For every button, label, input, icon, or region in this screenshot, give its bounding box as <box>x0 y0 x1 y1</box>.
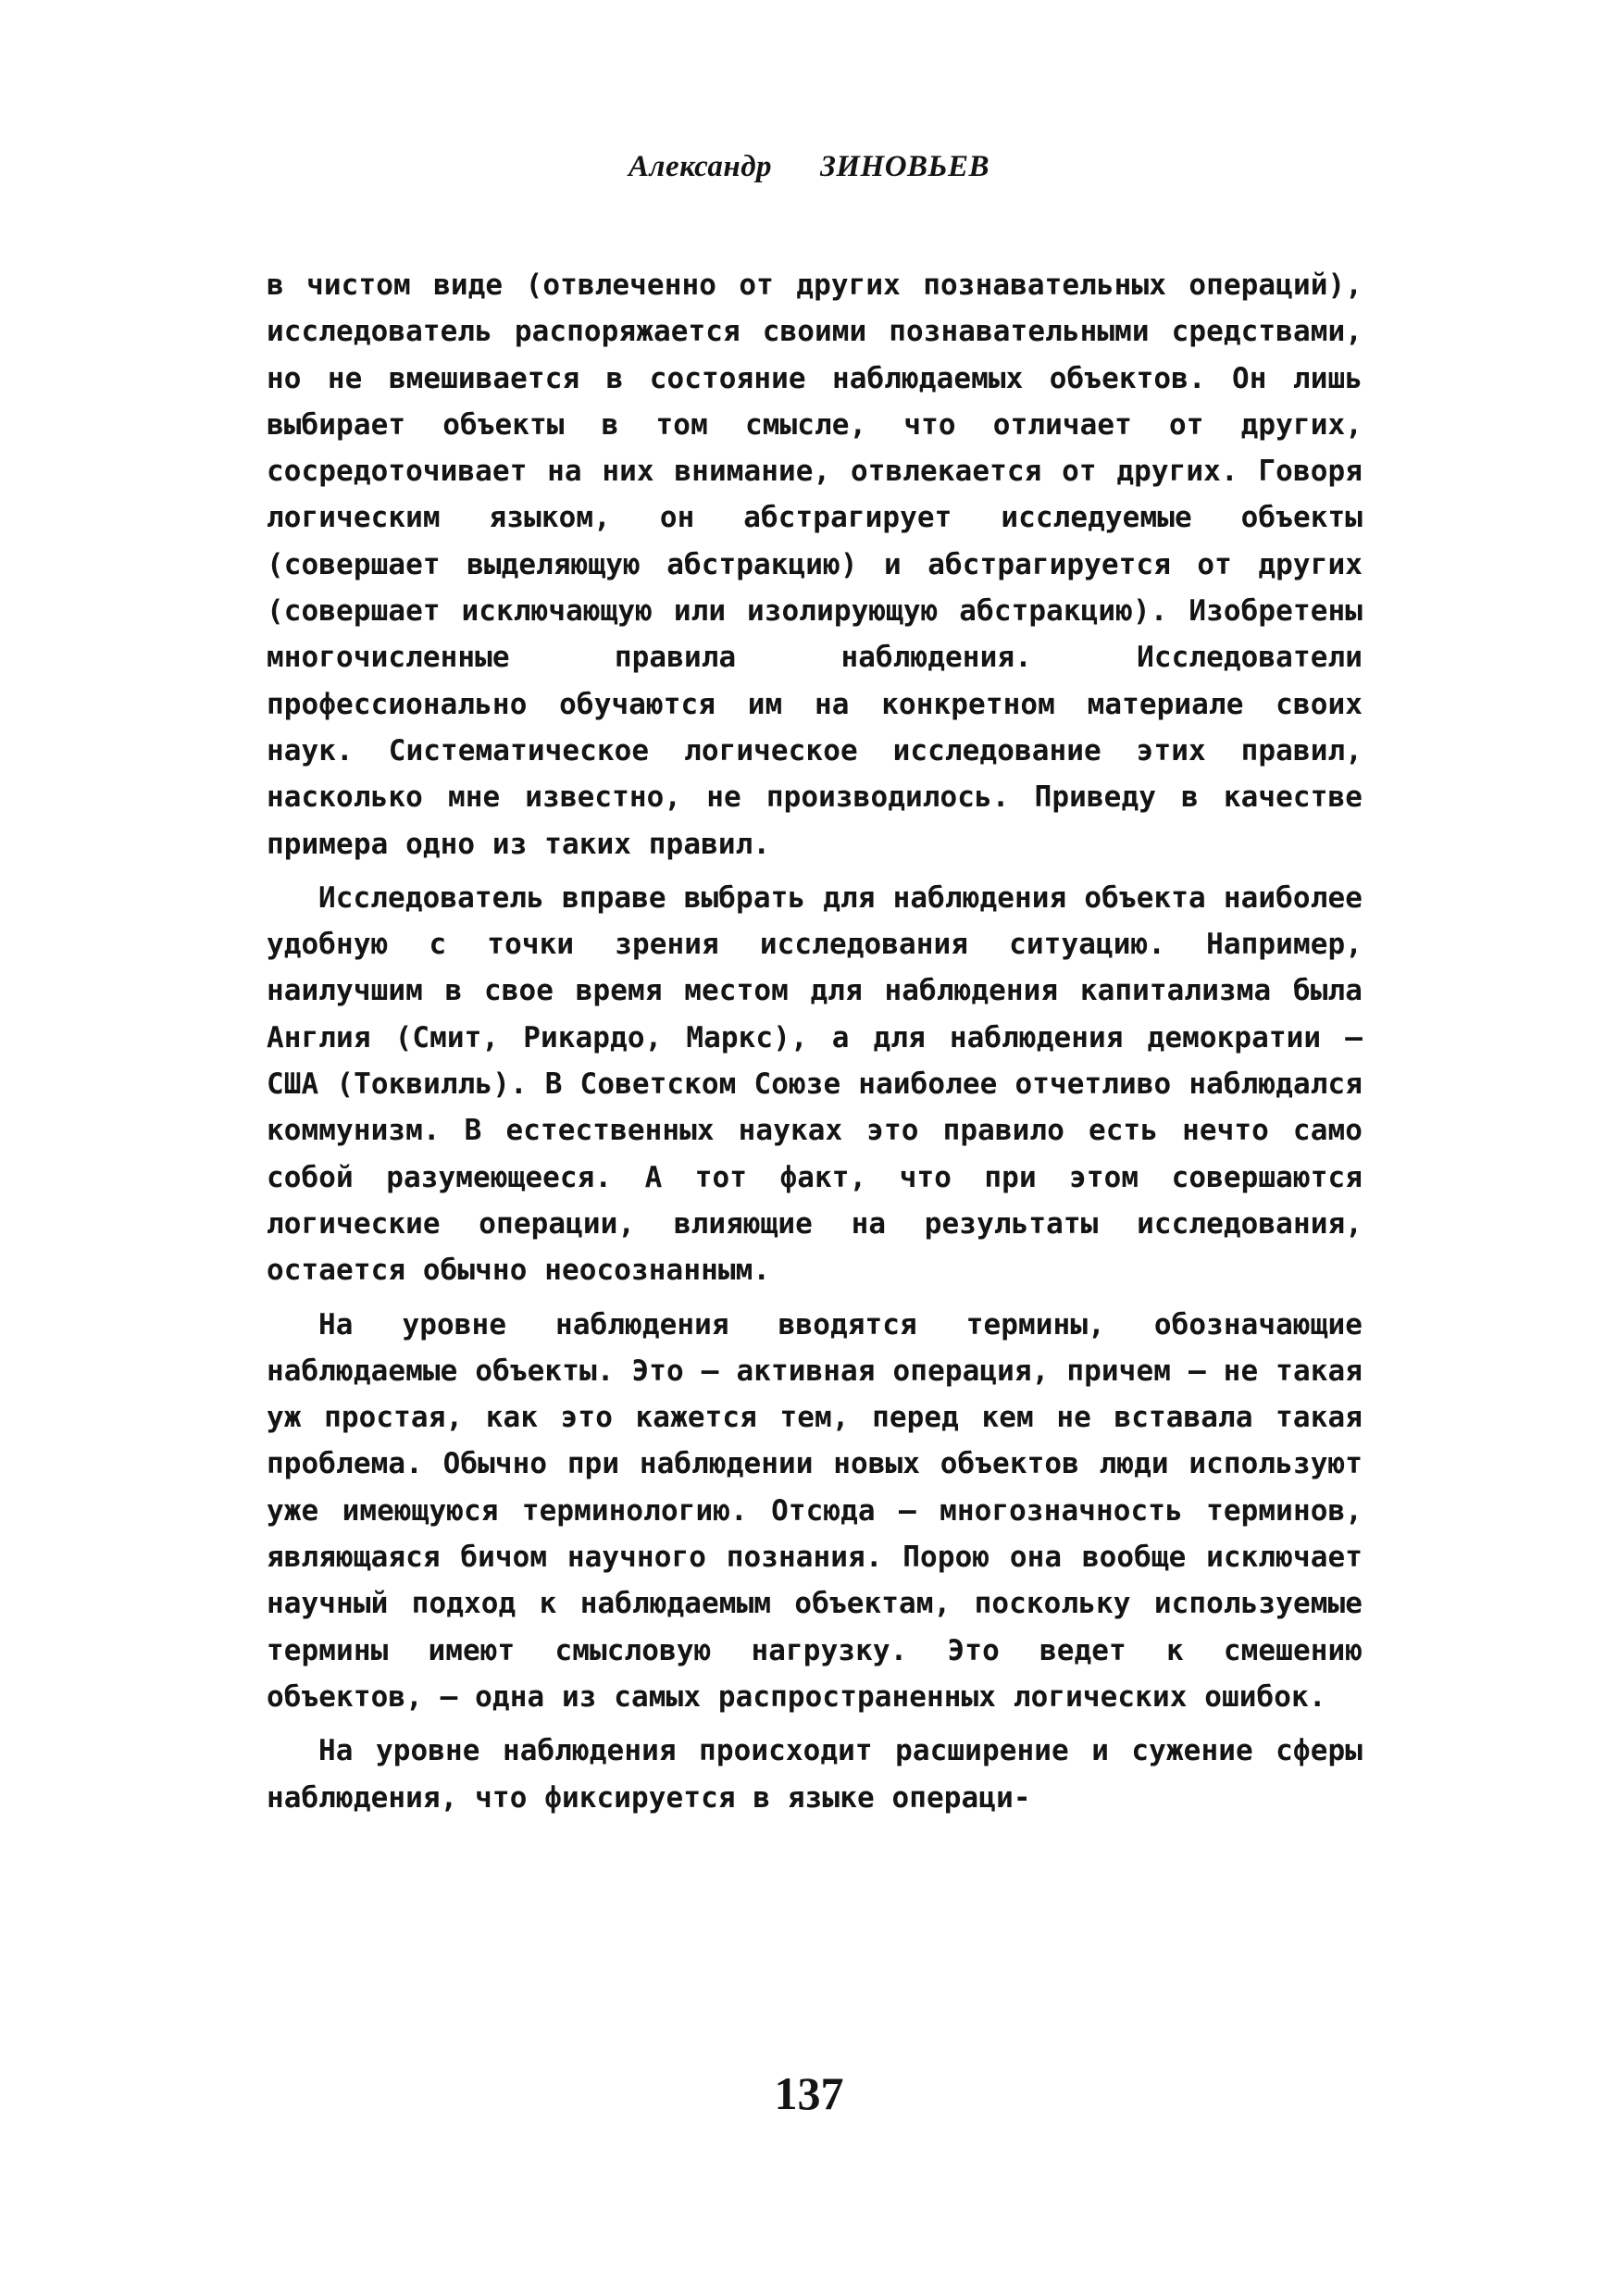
paragraph-3: На уровне наблюдения вводятся термины, обозначающие наблюдаемые объекты. Это — активная операция, причем — не такая уж простая, как это кажется тем, перед кем не вставала такая проблема. Обычно при наблюдении новых объектов люди используют уже имеющуюся терминологию. Отсюда — многозначность терминов, являющаяся бичом научного познания. Порою она вообще исключает научный подход к наблюдаемым объектам, поскольку используемые термины имеют смысловую нагрузку. Это ведет к смешению объектов, — одна из самых распространенных логических ошибок. <box>267 1307 1363 1714</box>
paragraph-1: в чистом виде (отвлеченно от других познавательных операций), исследователь распоряжается своими познавательными средствами, но не вмешивается в состояние наблюдаемых объектов. Он лишь выбирает объекты в том смысле, что отличает от других, сосредоточивает на них внимание, отвлекается от других. Говоря логическим языком, он абстрагирует исследуемые объекты (совершает выделяющую абстракцию) и абстрагируется от других (совершает исключающую или изолирующую абстракцию). Изобретены многочисленные правила наблюдения. Исследователи профессионально обучаются им на конкретном материале своих наук. Систематическое логическое исследование этих правил, насколько мне известно, не производилось. Приведу в качестве примера одно из таких правил. <box>267 268 1363 861</box>
author-first-name: Александр <box>629 150 773 183</box>
paragraph-4: На уровне наблюдения происходит расширение и сужение сферы наблюдения, что фиксируется в языке операци- <box>267 1734 1363 1815</box>
running-header <box>0 150 1618 184</box>
page-number: 137 <box>774 2067 844 2119</box>
author-last-name: ЗИНОВЬЕВ <box>820 150 989 183</box>
body-text <box>267 262 1363 1821</box>
paragraph-2: Исследователь вправе выбрать для наблюдения объекта наиболее удобную с точки зрения исследования ситуацию. Например, наилучшим в свое время местом для наблюдения капитализма была Англия (Смит, Рикардо, Маркс), а для наблюдения демократии — США (Токвилль). В Советском Союзе наиболее отчетливо наблюдался коммунизм. В естественных науках это правило есть нечто само собой разумеющееся. А тот факт, что при этом совершаются логические операции, влияющие на результаты исследования, остается обычно неосознанным. <box>267 880 1363 1288</box>
